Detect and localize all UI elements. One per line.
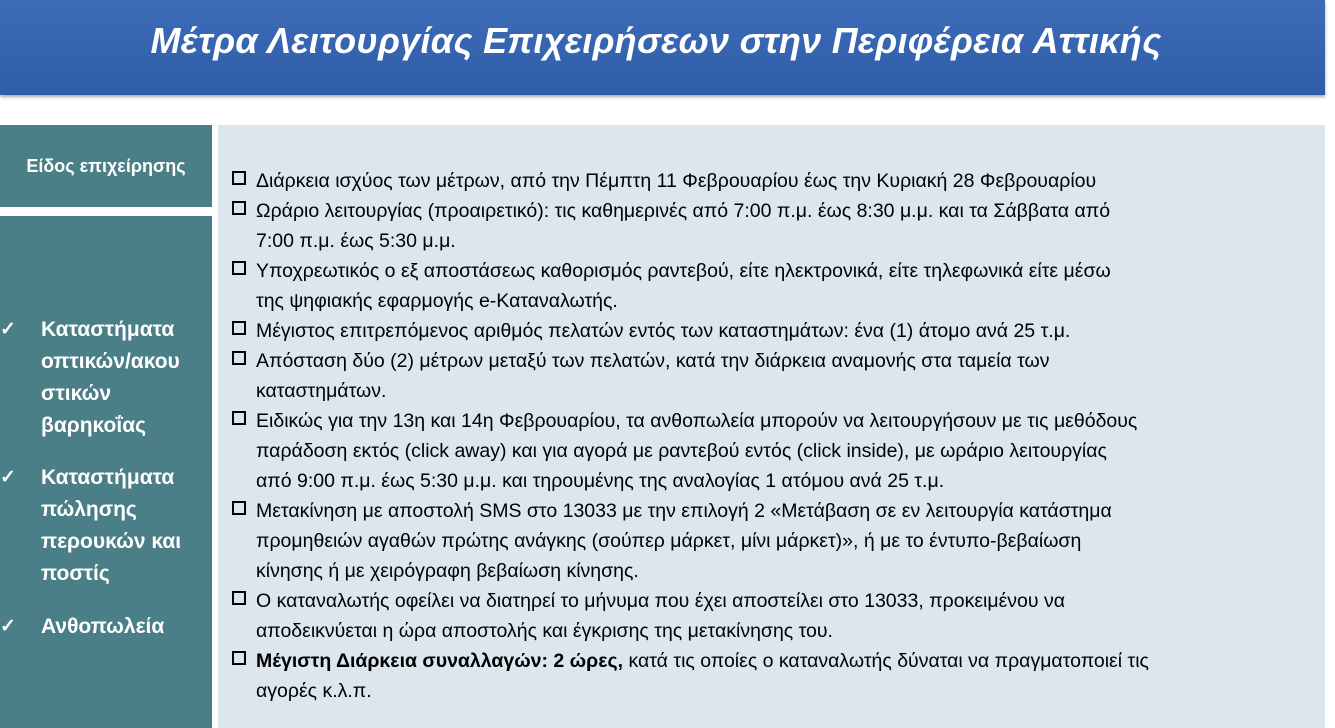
list-item: Μέγιστη Διάρκεια συναλλαγών: 2 ώρες, κατά τις οποίες ο καταναλωτής δύναται να πραγματοποιεί τις αγορές κ.λ.π.: [232, 646, 1312, 706]
category-label: Ανθοπωλεία: [41, 615, 165, 638]
checkbox-square-icon: [232, 321, 246, 335]
list-item: Ο καταναλωτής οφείλει να διατηρεί το μήνυμα που έχει αποστείλει στο 13033, προκειμένου να αποδεικνύεται η ώρα αποστολής και έγκρισης της μετακίνησης του.: [232, 586, 1312, 646]
list-item: Απόσταση δύο (2) μέτρων μεταξύ των πελατών, κατά την διάρκεια αναμονής στα ταμεία των καταστημάτων.: [232, 346, 1312, 406]
measures-list: [232, 166, 1312, 706]
list-item: Ωράριο λειτουργίας (προαιρετικό): τις καθημερινές από 7:00 π.μ. έως 8:30 μ.μ. και τα Σάββατα από 7:00 π.μ. έως 5:30 μ.μ.: [232, 196, 1312, 256]
list-item: Μετακίνηση με αποστολή SMS στο 13033 με την επιλογή 2 «Μετάβαση σε εν λειτουργία κατάστημα προμηθειών αγαθών πρώτης ανάγκης (σούπερ μάρκετ, μίνι μάρκετ)», ή με το έντυπο-βεβαίωση κίνησης ή με χειρόγραφη βεβαίωση κίνησης.: [232, 496, 1312, 586]
bold-emphasis: Μέγιστη Διάρκεια συναλλαγών: 2 ώρες,: [256, 650, 624, 672]
checkbox-square-icon: [232, 261, 246, 275]
list-item: Μέγιστος επιτρεπόμενος αριθμός πελατών εντός των καταστημάτων: ένα (1) άτομο ανά 25 τ.μ.: [232, 316, 1312, 346]
checkbox-square-icon: [232, 351, 246, 365]
category-label: Καταστήματα οπτικών/ακου στικών βαρηκοΐας: [41, 318, 180, 437]
check-icon: ✓: [0, 467, 16, 488]
title-banner: [0, 0, 1325, 95]
list-item: Ειδικώς για την 13η και 14η Φεβρουαρίου, τα ανθοπωλεία μπορούν να λειτουργήσουν με τις μεθόδους παράδοση εκτός (click away) και για αγορά με ραντεβού εντός (click inside), με ωράριο λειτουργίας από 9:00 π.μ. έως 5:30 μ.μ. και τηρουμένης της αναλογίας 1 ατόμου ανά 25 τ.μ.: [232, 406, 1312, 496]
page-title: Μέτρα Λειτουργίας Επιχειρήσεων στην Περιφέρεια Αττικής: [150, 20, 1162, 61]
list-item: Υποχρεωτικός ο εξ αποστάσεως καθορισμός ραντεβού, είτε ηλεκτρονικά, είτε τηλεφωνικά είτε μέσω της ψηφιακής εφαρμογής e-Καταναλωτής.: [232, 256, 1312, 316]
checkbox-square-icon: [232, 591, 246, 605]
checkbox-square-icon: [232, 411, 246, 425]
category-label: Καταστήματα πώλησης περουκών και ποστίς: [41, 466, 182, 585]
check-icon: ✓: [0, 319, 16, 340]
checkbox-square-icon: [232, 651, 246, 665]
checkbox-square-icon: [232, 501, 246, 515]
check-icon: ✓: [0, 616, 16, 637]
checkbox-square-icon: [232, 201, 246, 215]
sidebar-heading-panel: [0, 125, 212, 207]
checkbox-square-icon: [232, 171, 246, 185]
list-item: Διάρκεια ισχύος των μέτρων, από την Πέμπτη 11 Φεβρουαρίου έως την Κυριακή 28 Φεβρουαρίου: [232, 166, 1312, 196]
sidebar-heading: Είδος επιχείρησης: [26, 156, 186, 176]
